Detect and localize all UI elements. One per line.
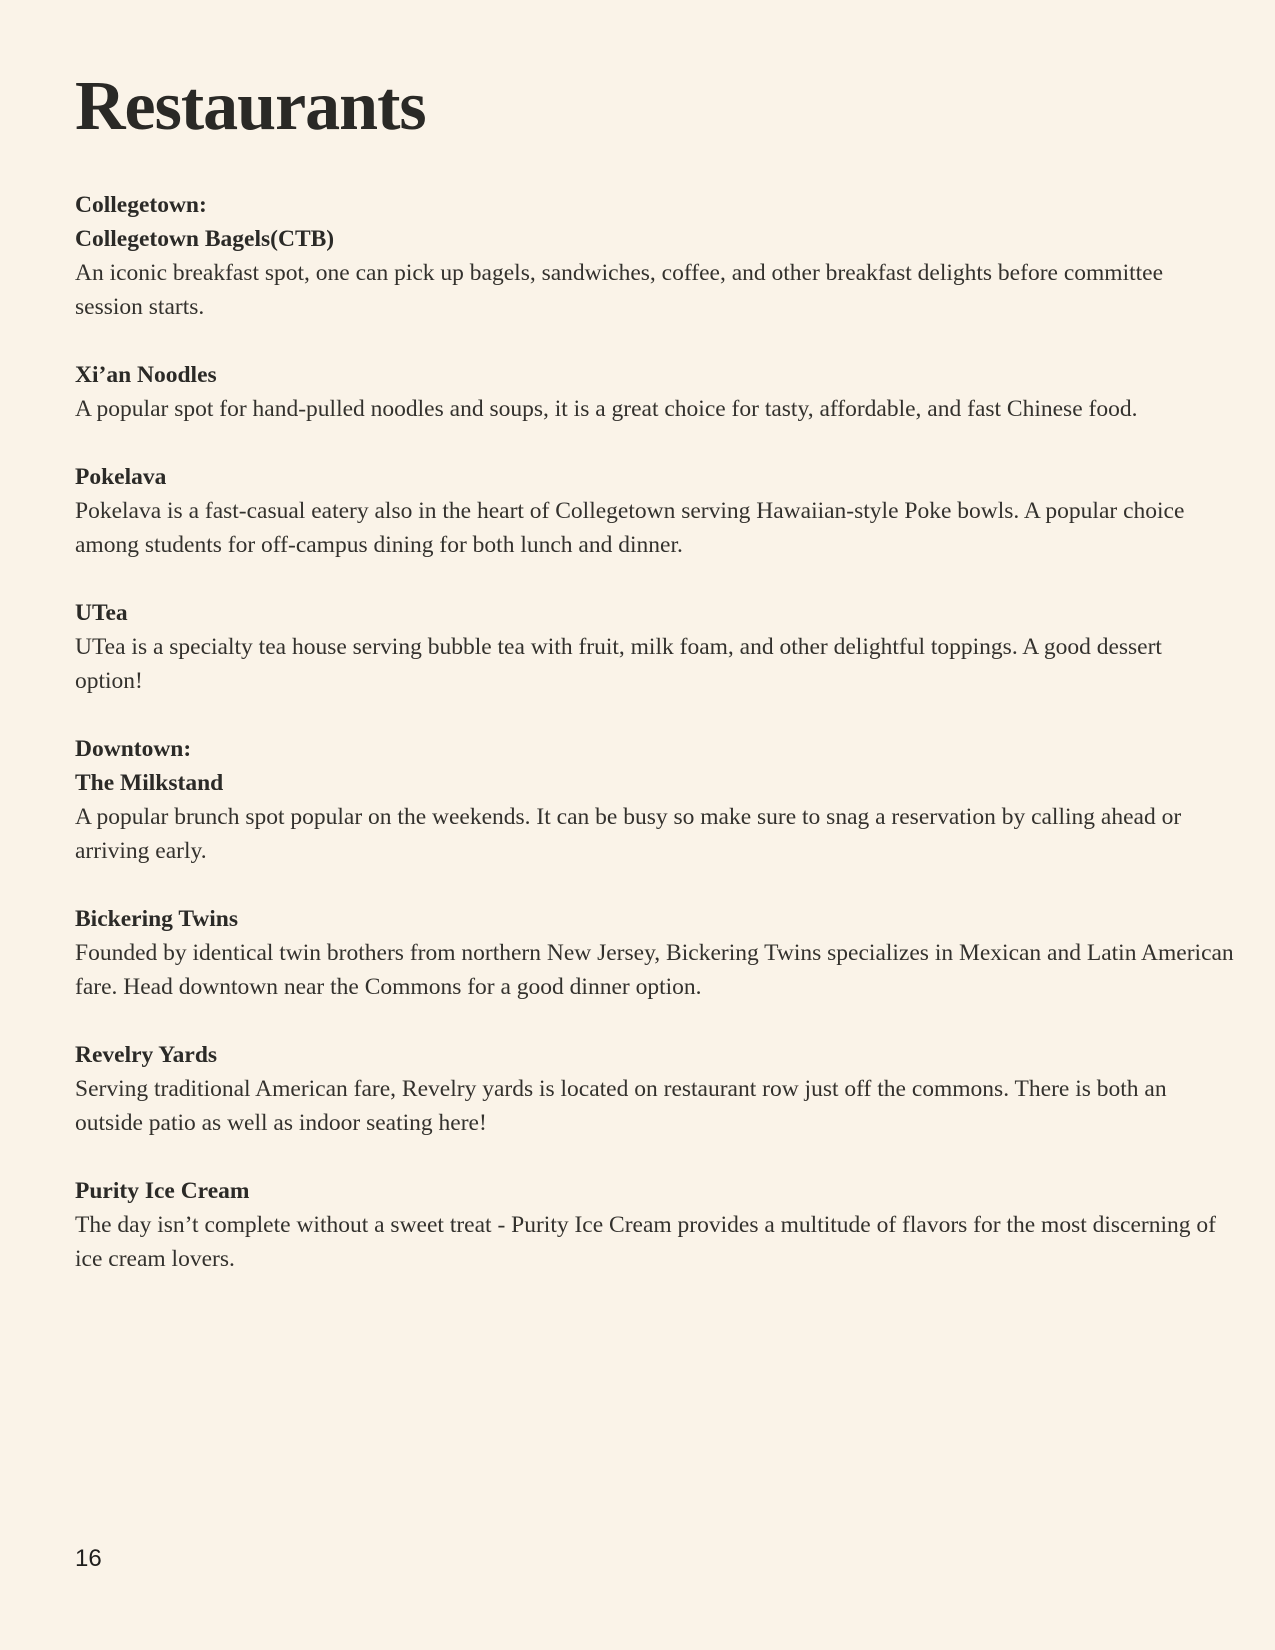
page-number: 16 [75,1545,102,1572]
page-title: Restaurants [75,68,426,145]
restaurant-name: Xi’an Noodles [75,362,217,388]
restaurant-entry [75,1038,1235,1140]
section-downtown [75,732,1235,1276]
restaurant-name: The Milkstand [75,770,224,796]
restaurant-name: UTea [75,600,128,626]
section-collegetown [75,188,1235,698]
restaurant-entry [75,358,1235,426]
restaurant-description: The day isn’t complete without a sweet treat - Purity Ice Cream provides a multitude of flavors for the most discerning of ice cream lovers. [75,1212,1216,1272]
restaurant-name: Revelry Yards [75,1042,218,1068]
restaurant-name: Purity Ice Cream [75,1178,250,1204]
restaurant-name: Pokelava [75,464,167,490]
restaurant-description: UTea is a specialty tea house serving bubble tea with fruit, milk foam, and other delightful toppings. A good dessert option! [75,634,1162,694]
restaurant-entry [75,902,1235,1004]
document-page [75,62,1235,1310]
restaurant-entry [75,222,1235,324]
restaurant-description: A popular brunch spot popular on the weekends. It can be busy so make sure to snag a reservation by calling ahead or arriving early. [75,804,1182,864]
section-heading: Collegetown: [75,192,207,218]
restaurant-description: Pokelava is a fast-casual eatery also in the heart of Collegetown serving Hawaiian-style Poke bowls. A popular choice among students for off-campus dining for both lunch and dinner. [75,498,1185,558]
restaurant-name: Bickering Twins [75,906,239,932]
restaurant-entry [75,1174,1235,1276]
restaurant-description: Founded by identical twin brothers from northern New Jersey, Bickering Twins specializes in Mexican and Latin American fare. Head downtown near the Commons for a good dinner option. [75,940,1234,1000]
restaurant-name: Collegetown Bagels(CTB) [75,226,335,252]
restaurant-description: An iconic breakfast spot, one can pick up bagels, sandwiches, coffee, and other breakfast delights before committee session starts. [75,260,1164,320]
restaurant-description: Serving traditional American fare, Revelry yards is located on restaurant row just off the commons. There is both an outside patio as well as indoor seating here! [75,1076,1167,1136]
restaurant-entry [75,596,1235,698]
restaurant-entry [75,766,1235,868]
section-heading: Downtown: [75,736,192,762]
restaurant-description: A popular spot for hand-pulled noodles and soups, it is a great choice for tasty, affordable, and fast Chinese food. [75,396,1138,422]
restaurant-entry [75,460,1235,562]
